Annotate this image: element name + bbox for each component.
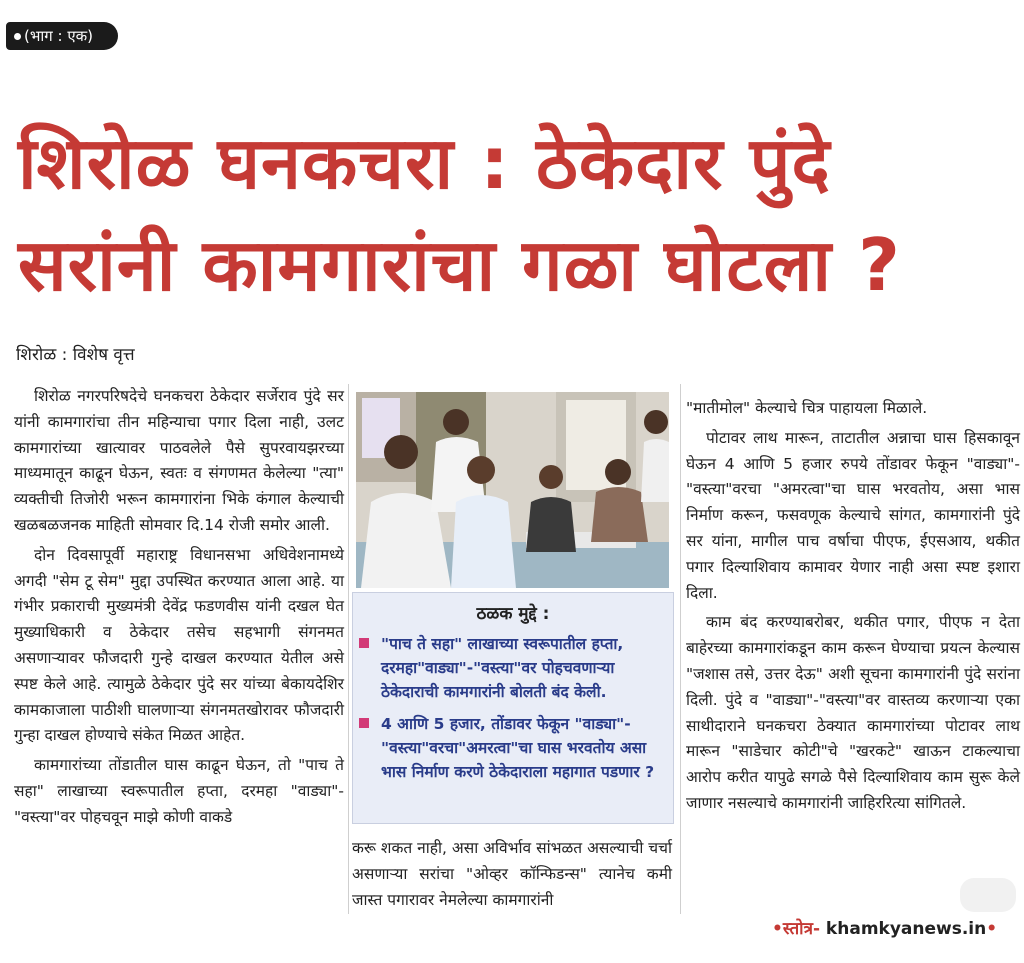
paragraph: कामगारांच्या तोंडातील घास काढून घेऊन, तो "पाच ते सहा" लाखाच्या स्वरूपातील हप्ता, दरमहा "वाड्या"-"वस्त्या"वर पोहचवून माझे कोणी वाकडे [14, 756, 344, 826]
source-credit [772, 916, 997, 939]
square-bullet-icon [359, 638, 369, 648]
source-prefix: •स्तोत्र- [772, 919, 821, 939]
blurred-mark [960, 878, 1016, 912]
paragraph: पोटावर लाथ मारून, ताटातील अन्नाचा घास हिसकावून घेऊन 4 आणि 5 हजार रुपये तोंडावर फेकून "वाड्या"-"वस्त्या"वरचा "अमरत्वा"चा घास भरवतोय, असा भास निर्माण करून, फसवणूक केल्याचे सांगत, कामगारांनी पुंदे सर यांना, मागील पाच वर्षाचा पीएफ, ईएसआय, थकीत पगार दिल्याशिवाय कामावर येणार नाही असा स्पष्ट इशारा दिला. [686, 428, 1020, 602]
source-site: khamkyanews.in [820, 919, 987, 939]
column-divider [680, 384, 681, 914]
highlight-text: "पाच ते सहा" लाखाच्या स्वरूपातील हप्ता, दरमहा"वाड्या"-"वस्त्या"वर पोहचवणाऱ्या ठेकेदाराची कामगारांनी बोलती बंद केली. [381, 635, 624, 701]
section-tag-label: (भाग : एक) [24, 27, 93, 45]
dot-icon [14, 33, 21, 40]
article-column-1 [14, 384, 344, 831]
highlight-text: 4 आणि 5 हजार, तोंडावर फेकून "वाड्या"-"वस्त्या"वरचा"अमरत्वा"चा घास भरवतोय असा भास निर्माण करणे ठेकेदाराला महागात पडणार ? [381, 715, 655, 781]
source-suffix: • [986, 919, 998, 939]
meeting-photo-illustration [356, 392, 669, 588]
paragraph: काम बंद करण्याबरोबर, थकीत पगार, पीएफ न देता बाहेरच्या कामगारांकडून काम करून घेण्याचा प्रयत्न केल्यास "जशास तसे, उत्तर देऊ" अशी सूचना कामगारांनी पुंदे सरांना दिली. पुंदे व "वाड्या"-"वस्त्या"वर वास्तव्य करणाऱ्या एका साथीदाराने घनकचरा ठेक्यात कामगारांच्या पोटावर लाथ मारून "साडेचार कोटी"चे "खरकटे" खाऊन टाकल्याचा आरोप करीत यापुढे सगळे पैसे दिल्याशिवाय काम सुरू केले जाणार नसल्याचे कामगारांनी जाहिररित्या सांगितले. [686, 613, 1020, 812]
headline-line-1: शिरोळ घनकचरा : ठेकेदार पुंदे [18, 121, 831, 205]
section-tag [6, 22, 118, 50]
headline-line-2: सरांनी कामगारांचा गळा घोटला ? [18, 223, 901, 307]
paragraph: करू शकत नाही, असा अविर्भाव सांभळत असल्याची चर्चा असणाऱ्या सरांचा "ओव्हर कॉन्फिडन्स" त्यानेच कमी जास्त पगारावर नेमलेल्या कामगारांनी [352, 839, 672, 909]
paragraph: दोन दिवसापूर्वी महाराष्ट्र विधानसभा अधिवेशनामध्ये अगदी "सेम टू सेम" मुद्दा उपस्थित करण्यात आला आहे. या गंभीर प्रकाराची मुख्यमंत्री देवेंद्र फडणवीस यांनी दखल घेत मुख्याधिकारी व ठेकेदार तसेच सहभागी संगनमत असणाऱ्यावर फौजदारी गुन्हे दाखल करण्यात येतील असे स्पष्ट केले आहे. त्यामुळे ठेकेदार पुंदे सर यांच्या बेकायदेशिर कामकाजाला पाठीशी घालणाऱ्या संगनमतखोरावर फौजदारी गुन्हा दाखल होण्याचे संकेत मिळत आहेत. [14, 545, 344, 745]
byline: शिरोळ : विशेष वृत्त [16, 345, 135, 365]
highlights-box [352, 592, 674, 824]
headline [18, 112, 1018, 316]
article-column-3 [686, 396, 1020, 817]
square-bullet-icon [359, 718, 369, 728]
paragraph: शिरोळ नगरपरिषदेचे घनकचरा ठेकेदार सर्जेराव पुंदे सर यांनी कामगारांचा तीन महिन्याचा पगार दिला नाही, उलट कामगारांच्या खात्यावर पाठवलेले पैसे सुपरवायझरच्या माध्यमातून काढून घेऊन, स्वतः व संगणमत केलेल्या "त्या" व्यक्तीची तिजोरी भरून कामगारांना भिके कंगाल केल्याची खळबळजनक माहिती सोमवार दि.14 रोजी समोर आली. [14, 387, 344, 534]
highlights-title: ठळक मुद्दे : [476, 604, 550, 624]
highlight-item [357, 632, 667, 704]
column-divider [348, 384, 349, 914]
paragraph: "मातीमोल" केल्याचे चित्र पाहायला मिळाले. [686, 399, 928, 417]
news-photo [356, 392, 669, 588]
highlight-item [357, 712, 667, 784]
